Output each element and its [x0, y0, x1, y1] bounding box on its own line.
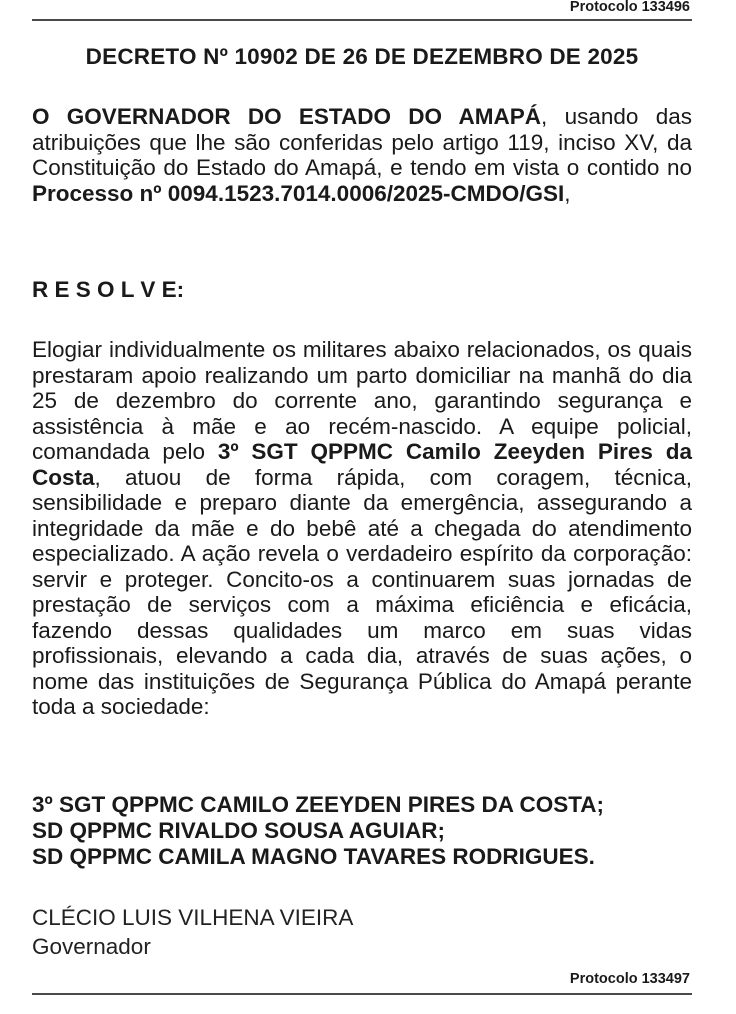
protocol-number-bottom: Protocolo 133497: [569, 971, 690, 987]
preamble-end: ,: [564, 180, 571, 206]
body-text-part1: Elogiar individualmente os militares abaixo relacionados, os quais prestaram apoio realizando um parto domiciliar na manhã do dia 25 de dezembro do corrente ano, garantindo segurança e assistência à mãe e ao recém-nascido. A equipe policial, comandada pelo: [32, 337, 692, 464]
signatory-name: CLÉCIO LUIS VILHENA VIEIRA: [32, 905, 354, 930]
officer-name: 3º SGT QPPMC CAMILO ZEEYDEN PIRES DA COSTA;: [32, 792, 605, 817]
top-divider: [32, 19, 692, 21]
decree-title: DECRETO Nº 10902 DE 26 DE DEZEMBRO DE 2025: [85, 44, 639, 69]
praised-officers-list: [32, 792, 712, 870]
body-text-part2: , atuou de forma rápida, com coragem, técnica, sensibilidade e preparo diante da emergência, assegurando a integridade da mãe e do bebê até a chegada do atendimento especializado. A ação revela o verdadeiro espírito da corporação: servir e proteger. Concito-os a continuarem suas jornadas de prestação de serviços com a máxima eficiência e eficácia, fazendo dessas qualidades um marco em suas vidas profissionais, elevando a cada dia, através de suas ações, o nome das instituições de Segurança Pública do Amapá perante toda a sociedade:: [32, 464, 692, 719]
signature-block: [32, 903, 353, 961]
preamble-paragraph: [32, 104, 692, 206]
preamble-text: , usando das atribuições que lhe são conferidas pelo artigo 119, inciso XV, da Constituição do Estado do Amapá, e tendo em vista o contido no: [32, 104, 692, 180]
bottom-divider: [32, 993, 692, 995]
process-number: Processo nº 0094.1523.7014.0006/2025-CMDO/GSI: [32, 180, 565, 206]
officer-name: SD QPPMC CAMILA MAGNO TAVARES RODRIGUES.: [32, 844, 595, 869]
decree-body-paragraph: [32, 337, 692, 720]
commander-name: 3º SGT QPPMC Camilo Zeeyden Pires da Costa: [32, 439, 692, 490]
protocol-number-top: Protocolo 133496: [569, 0, 690, 15]
resolve-heading: R E S O L V E:: [32, 277, 185, 302]
officer-name: SD QPPMC RIVALDO SOUSA AGUIAR;: [32, 818, 445, 843]
signatory-role: Governador: [32, 934, 151, 959]
governor-authority: O GOVERNADOR DO ESTADO DO AMAPÁ: [32, 104, 542, 129]
